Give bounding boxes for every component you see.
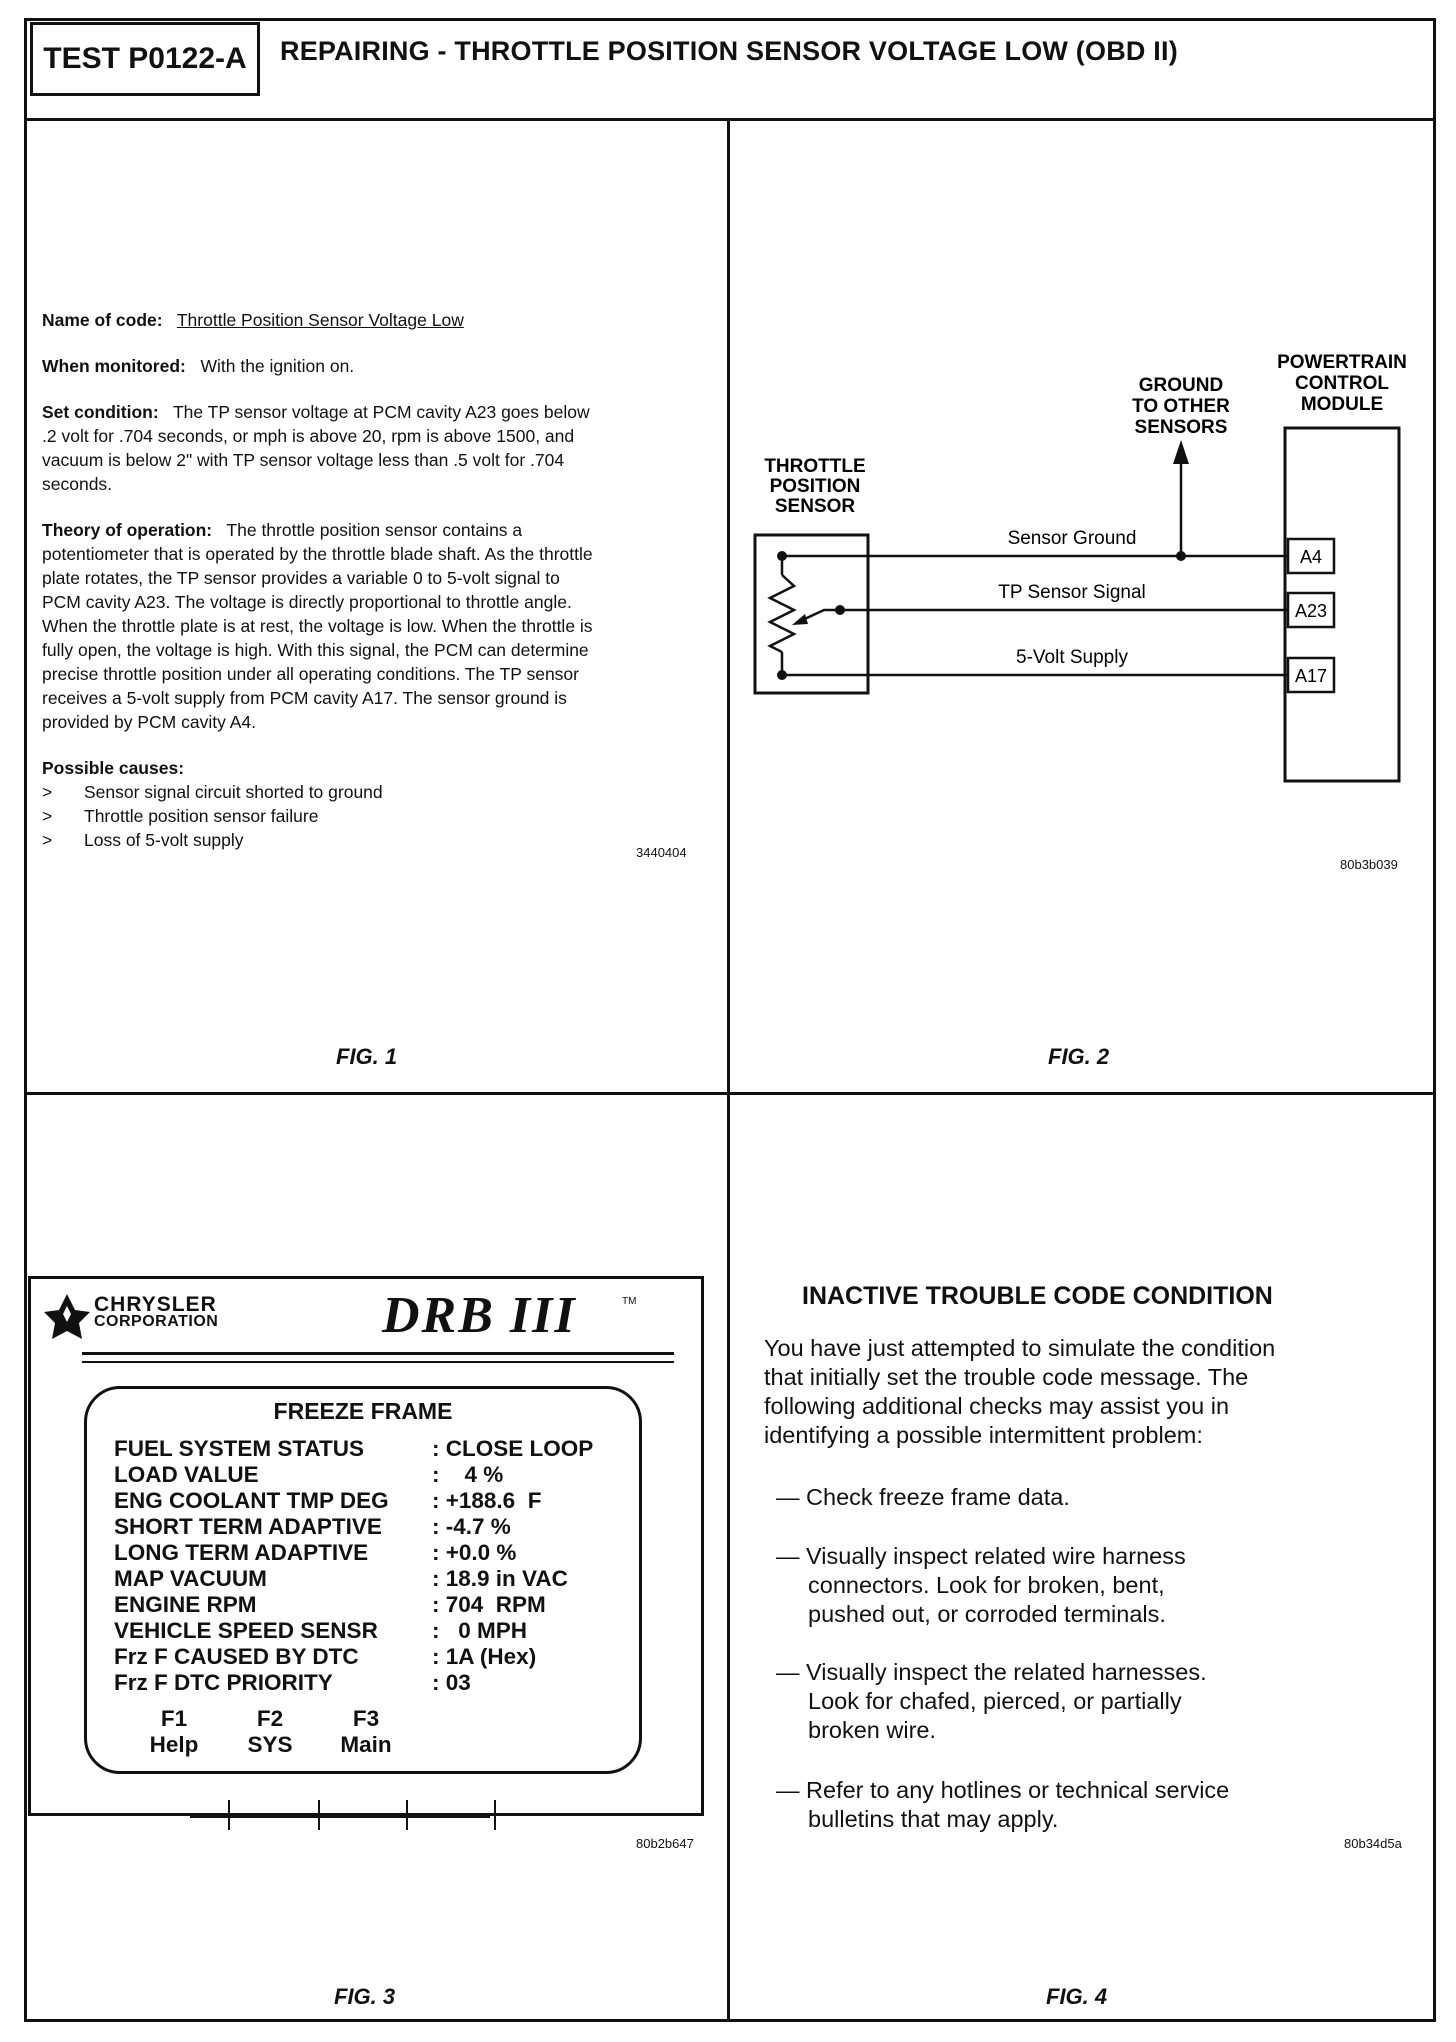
- theory-line: fully open, the voltage is high. With this signal, the PCM can determine: [42, 640, 589, 660]
- brand-line: CORPORATION: [94, 1313, 219, 1330]
- intro-line: following additional checks may assist you in: [764, 1393, 1230, 1419]
- drb-product-name: DRB III: [382, 1287, 577, 1344]
- fig2-caption: FIG. 2: [1048, 1044, 1110, 1069]
- pcm-label-line: CONTROL: [1295, 373, 1389, 394]
- ff-key: VEHICLE SPEED SENSR: [114, 1618, 378, 1643]
- check-line: broken wire.: [808, 1717, 936, 1743]
- fig1-text: [42, 308, 722, 852]
- theory-line: potentiometer that is operated by the throttle blade shaft. As the throttle: [42, 544, 593, 564]
- fig3-caption: FIG. 3: [334, 1984, 396, 2009]
- dash-marker: —: [776, 1659, 800, 1685]
- check-line: connectors. Look for broken, bent,: [808, 1572, 1165, 1598]
- chrysler-brand: [94, 1293, 219, 1330]
- fkey-label: Help: [149, 1732, 199, 1757]
- keypad-tick: [494, 1800, 496, 1830]
- fkey-number: F3: [352, 1706, 380, 1731]
- keypad-tick: [318, 1800, 320, 1830]
- header-divider: [24, 118, 1436, 121]
- fkey-label: Main: [340, 1732, 392, 1757]
- fig4-heading: INACTIVE TROUBLE CODE CONDITION: [802, 1282, 1273, 1310]
- set-condition-label: Set condition:: [42, 402, 159, 422]
- when-monitored-value: With the ignition on.: [200, 356, 355, 376]
- check-line: bulletins that may apply.: [808, 1806, 1059, 1832]
- wire-label: Sensor Ground: [1007, 528, 1137, 549]
- trademark-mark: TM: [622, 1296, 637, 1307]
- set-condition-line: The TP sensor voltage at PCM cavity A23 goes below: [172, 402, 590, 422]
- ff-value: : CLOSE LOOP: [432, 1436, 594, 1461]
- fig3-code: 80b2b647: [636, 1836, 694, 1851]
- ff-value: : +0.0 %: [432, 1540, 517, 1565]
- theory-line: PCM cavity A23. The voltage is directly proportional to throttle angle.: [42, 592, 572, 612]
- ff-key: MAP VACUUM: [114, 1566, 267, 1591]
- set-condition-line: seconds.: [42, 474, 113, 494]
- intro-line: You have just attempted to simulate the condition: [764, 1335, 1276, 1361]
- ff-key: ENG COOLANT TMP DEG: [114, 1488, 389, 1513]
- ground-label-line: SENSORS: [1134, 417, 1228, 438]
- pin-label: A23: [1294, 601, 1328, 621]
- freeze-frame-row: [114, 1462, 503, 1488]
- pcm-label-line: MODULE: [1300, 394, 1384, 415]
- ff-value: : 18.9 in VAC: [432, 1566, 568, 1591]
- fig1-caption: FIG. 1: [336, 1044, 398, 1069]
- when-monitored-line: [42, 354, 722, 378]
- dash-marker: —: [776, 1543, 800, 1569]
- ff-value: : +188.6 F: [432, 1488, 542, 1513]
- bullet-marker: >: [42, 806, 53, 826]
- freeze-frame-row: [114, 1540, 516, 1566]
- freeze-frame-row: [114, 1488, 541, 1514]
- when-monitored-label: When monitored:: [42, 356, 186, 376]
- resistor-zigzag: [770, 575, 794, 652]
- logo-rule: [82, 1352, 674, 1355]
- theory-line: The throttle position sensor contains a: [226, 520, 523, 540]
- check-item: [776, 1776, 1229, 1834]
- ff-key: LOAD VALUE: [114, 1462, 259, 1487]
- freeze-frame-row: [114, 1592, 546, 1618]
- ff-value: : -4.7 %: [432, 1514, 511, 1539]
- dash-marker: —: [776, 1484, 800, 1510]
- test-id-box: TEST P0122-A: [30, 22, 260, 96]
- bullet-marker: >: [42, 782, 53, 802]
- keypad-rail: [190, 1816, 490, 1818]
- freeze-frame-title: FREEZE FRAME: [273, 1398, 453, 1424]
- check-line: Refer to any hotlines or technical service: [806, 1777, 1230, 1803]
- cause-text: Throttle position sensor failure: [84, 806, 319, 826]
- fig1-code: 3440404: [636, 845, 687, 860]
- ff-value: : 4 %: [432, 1462, 504, 1487]
- theory-line: precise throttle position under all operating conditions. The TP sensor: [42, 664, 579, 684]
- theory-line: plate rotates, the TP sensor provides a variable 0 to 5-volt signal to: [42, 568, 560, 588]
- set-condition-line: .2 volt for .704 seconds, or mph is above 20, rpm is above 1500, and: [42, 426, 575, 446]
- cause-text: Loss of 5-volt supply: [84, 830, 244, 850]
- ground-arrowhead: [1173, 440, 1189, 464]
- check-line: Visually inspect related wire harness: [806, 1543, 1186, 1569]
- ff-value: : 704 RPM: [432, 1592, 546, 1617]
- wiper-arrowhead: [792, 614, 808, 625]
- ff-value: : 1A (Hex): [432, 1644, 537, 1669]
- theory-label: Theory of operation:: [42, 520, 213, 540]
- check-line: pushed out, or corroded terminals.: [808, 1601, 1166, 1627]
- freeze-frame-row: [114, 1644, 536, 1670]
- ff-key: Frz F DTC PRIORITY: [114, 1670, 333, 1695]
- column-divider: [727, 118, 730, 2022]
- cause-item: [42, 780, 722, 804]
- theory-of-operation: [42, 518, 722, 734]
- dash-marker: —: [776, 1777, 800, 1803]
- freeze-frame-row: [114, 1670, 471, 1696]
- keypad-tick: [228, 1800, 230, 1830]
- ff-key: ENGINE RPM: [114, 1592, 257, 1617]
- pcm-label-line: POWERTRAIN: [1277, 352, 1407, 373]
- bullet-marker: >: [42, 830, 53, 850]
- fig4-code: 80b34d5a: [1344, 1836, 1402, 1851]
- wiring-diagram: [740, 340, 1430, 900]
- ff-key: FUEL SYSTEM STATUS: [114, 1436, 365, 1461]
- freeze-frame-row: [114, 1618, 527, 1644]
- pentastar-logo-icon: [42, 1292, 92, 1342]
- check-item: [776, 1483, 1070, 1512]
- pin-label: A17: [1294, 666, 1328, 686]
- possible-causes-label: Possible causes:: [42, 758, 185, 778]
- wire-label: 5-Volt Supply: [1016, 647, 1128, 668]
- cause-text: Sensor signal circuit shorted to ground: [84, 782, 383, 802]
- sensor-label-line: POSITION: [769, 476, 861, 497]
- sensor-label-line: THROTTLE: [764, 456, 866, 477]
- fkey-label: SYS: [247, 1732, 293, 1757]
- ff-value: : 0 MPH: [432, 1618, 528, 1643]
- cause-item: [42, 828, 722, 852]
- check-line: Look for chafed, pierced, or partially: [808, 1688, 1182, 1714]
- cause-item: [42, 804, 722, 828]
- theory-line: When the throttle plate is at rest, the voltage is low. When the throttle is: [42, 616, 593, 636]
- function-key-f2[interactable]: [230, 1706, 310, 1758]
- sensor-label-line: SENSOR: [774, 496, 856, 517]
- pin-label: A4: [1299, 547, 1323, 567]
- logo-rule: [82, 1361, 674, 1363]
- fig4-intro: [764, 1334, 1275, 1450]
- intro-line: identifying a possible intermittent problem:: [764, 1422, 1203, 1448]
- theory-line: receives a 5-volt supply from PCM cavity A17. The sensor ground is: [42, 688, 567, 708]
- document-title: REPAIRING - THROTTLE POSITION SENSOR VOLTAGE LOW (OBD II): [280, 36, 1178, 66]
- check-item: [776, 1542, 1186, 1629]
- ff-key: SHORT TERM ADAPTIVE: [114, 1514, 382, 1539]
- fkey-number: F1: [160, 1706, 188, 1731]
- fig4-caption: FIG. 4: [1046, 1984, 1108, 2009]
- check-item: [776, 1658, 1207, 1745]
- brand-line: CHRYSLER: [94, 1293, 217, 1316]
- function-key-f1[interactable]: [134, 1706, 214, 1758]
- check-line: Visually inspect the related harnesses.: [806, 1659, 1207, 1685]
- intro-line: that initially set the trouble code message. The: [764, 1364, 1249, 1390]
- check-line: Check freeze frame data.: [806, 1484, 1070, 1510]
- ff-key: LONG TERM ADAPTIVE: [114, 1540, 369, 1565]
- ff-value: : 03: [432, 1670, 471, 1695]
- fig2-code: 80b3b039: [1340, 857, 1398, 872]
- freeze-frame-row: [114, 1436, 593, 1462]
- code-name-value: Throttle Position Sensor Voltage Low: [176, 310, 464, 330]
- row-divider: [24, 1092, 1436, 1095]
- function-key-f3[interactable]: [326, 1706, 406, 1758]
- set-condition: [42, 400, 722, 496]
- theory-line: provided by PCM cavity A4.: [42, 712, 256, 732]
- code-name-line: [42, 308, 722, 332]
- sensor-box: [755, 535, 868, 693]
- freeze-frame-row: [114, 1514, 511, 1540]
- freeze-frame-row: [114, 1566, 568, 1592]
- fkey-number: F2: [256, 1706, 284, 1731]
- wire-label: TP Sensor Signal: [998, 582, 1146, 603]
- ff-key: Frz F CAUSED BY DTC: [114, 1644, 359, 1669]
- code-name-label: Name of code:: [42, 310, 163, 330]
- set-condition-line: vacuum is below 2" with TP sensor voltage less than .5 volt for .704: [42, 450, 565, 470]
- keypad-tick: [406, 1800, 408, 1830]
- ground-label-line: GROUND: [1138, 375, 1224, 396]
- ground-label-line: TO OTHER: [1132, 396, 1230, 417]
